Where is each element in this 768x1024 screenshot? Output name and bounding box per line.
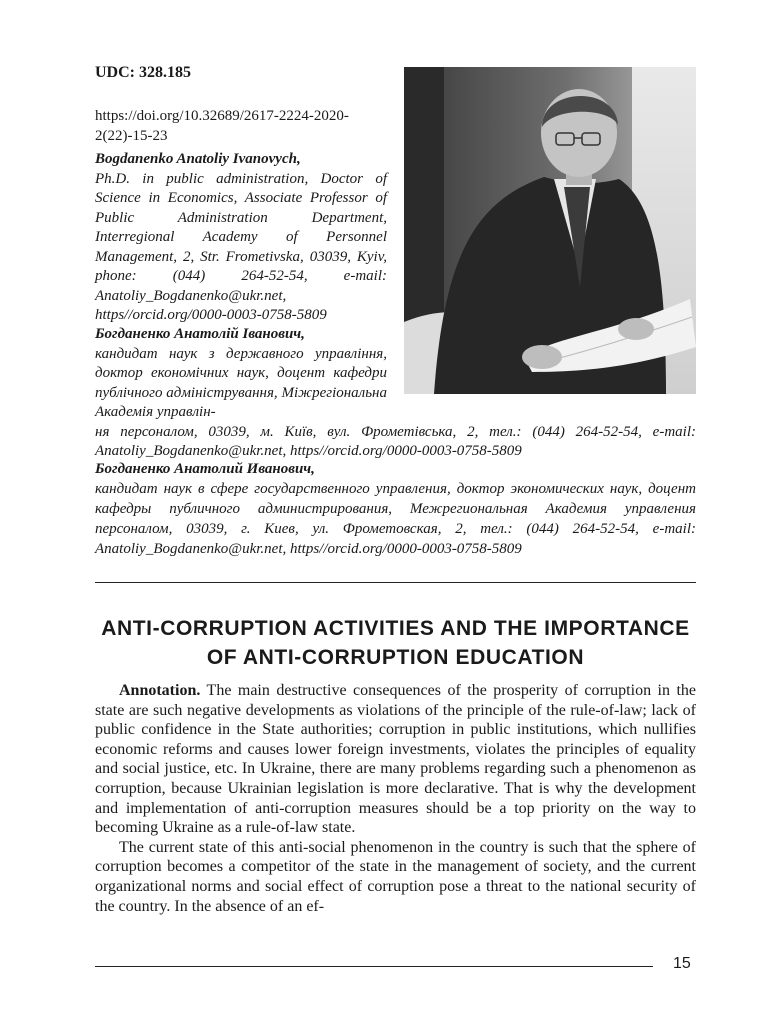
doi-link[interactable]: https://doi.org/10.32689/2617-2224-2020-2(22)-15-23 (95, 108, 349, 144)
author-info-en (95, 150, 387, 326)
footer-divider (95, 966, 653, 967)
annotation-text: The main destructive consequences of the prosperity of corruption in the state are such negative developments as violations of the principle of the rule-of-law; lack of public confidence in the State authorities; corruption in public institutions, which nullifies economic reforms and causes lower foreign investments, violates the principles of equality and social justice, etc. In Ukraine, there are many problems regarding such a phenomenon as corruption, because Ukrainian legislation is more declarative. That is why the development and implementation of anti-corruption measures should be a top priority on the way to becoming Ukraine as a rule-of-law state. (95, 682, 696, 837)
author-details-en: Ph.D. in public administration, Doctor of Science in Economics, Associate Professor of Public Administration Department, Interregional Academy of Personnel Management, 2, Str. Frometivska, 03039, Kyiv, phone: (044) 264-52-54, e-mail: Anatoliy_Bogdanenko@ukr.net, https//orcid.org/0000-0003-0758-5809 (95, 170, 387, 323)
page-number: 15 (673, 955, 691, 972)
author-name-ua: Богданенко Анатолій Іванович, (95, 326, 305, 342)
udc-code: UDC: 328.185 (95, 64, 191, 81)
annotation-label: Annotation. (119, 682, 201, 699)
author-info-ru (95, 459, 696, 559)
author-info-ua (95, 325, 696, 462)
author-details-ua-part2: ня персоналом, 03039, м. Київ, вул. Фрометівська, 2, тел.: (044) 264-52-54, e-mail: Anatoliy_Bogdanenko@ukr.net, https//orcid.org/0000-0003-0758-5809 (95, 423, 696, 459)
author-name-ru: Богданенко Анатолий Иванович, (95, 461, 315, 477)
body-paragraph: The current state of this anti-social phenomenon in the country is such that the sphere of corruption becomes a competitor of the state in the management of society, and the current organizational norms and social effect of corruption pose a threat to the national security of the country. In the absence of an ef- (95, 838, 696, 915)
annotation-paragraph (95, 681, 696, 838)
author-details-ua-part1: кандидат наук з державного управління, доктор економічних наук, доцент кафедри публічного адміністрування, Міжрегіональна Академія управлін- (95, 345, 387, 420)
paper-page (95, 0, 696, 1024)
article-title: ANTI-CORRUPTION ACTIVITIES AND THE IMPORTANCE OF ANTI-CORRUPTION EDUCATION (101, 617, 690, 669)
top-divider (95, 582, 696, 583)
author-name-en: Bogdanenko Anatoliy Ivanovych, (95, 151, 301, 167)
article-body (95, 681, 696, 916)
author-details-ru: кандидат наук в сфере государственного управления, доктор экономических наук, доцент кафедры публичного администрирования, Межрегиональная Академия управления персоналом, 03039, г. Киев, ул. Фрометовская, 2, тел.: (044) 264-52-54, e-mail: Anatoliy_Bogdanenko@ukr.net, https//orcid.org/0000-0003-0758-5809 (95, 481, 696, 557)
